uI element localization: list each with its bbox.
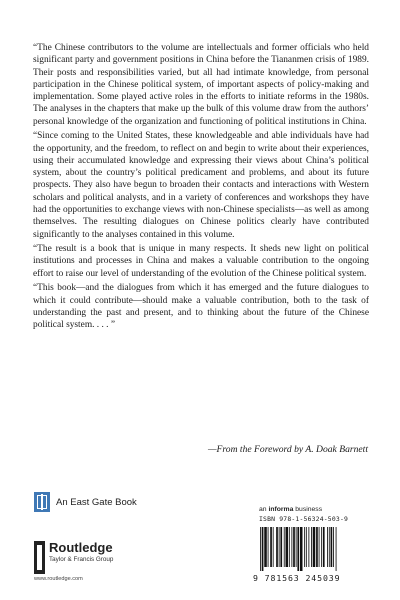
barcode-bar (321, 527, 322, 567)
blurb-paragraph: “The result is a book that is unique in many respects. It sheds new light on political institutions and processes in China and makes a valuable contribution to the ongoing effort to raise our level of understanding of the evolution of the Chinese political system. (33, 244, 369, 279)
publisher-group: Taylor & Francis Group (49, 556, 114, 563)
barcode-bar (306, 527, 307, 567)
east-gate-label: An East Gate Book (56, 496, 137, 508)
barcode-bar (308, 527, 309, 567)
barcode-bar (273, 527, 274, 567)
foreword-attribution: —From the Foreword by A. Doak Barnett (208, 444, 368, 455)
barcode-bar (304, 527, 305, 567)
east-gate-logo-icon (34, 492, 50, 512)
barcode-bar (319, 527, 320, 567)
barcode-bar (268, 527, 269, 567)
barcode-bar (286, 527, 289, 567)
barcode-bar (313, 527, 316, 567)
barcode-bar (329, 527, 330, 567)
barcode-bar (327, 527, 328, 567)
blurb-paragraph: “Since coming to the United States, these knowledgeable and able individuals have had the opportunity, and the freedom, to reflect on and begin to write about their experiences, using their accumulated knowledge and expressing their views about China’s political system, about the country’s political predicament and problems, and about its future prospects. They also have begun to broaden their contacts and interactions with Western scholars and political analysts, and in a variety of conferences and workshops they have had the opportunities to exchange views with non-Chinese specialists—as well as among themselves. The resulting dialogues on Chinese politics clearly have contributed significantly to the analyses contained in this volume. (33, 131, 369, 240)
barcode-bar (276, 527, 278, 567)
informa-tagline (259, 506, 322, 513)
barcode-bar (323, 527, 325, 567)
blurb-paragraph: “The Chinese contributors to the volume are intellectuals and former officials who held significant party and government positions in China before the Tiananmen crisis of 1989. Their posts and responsibilities varied, but all had intimate knowledge, from personal participation in the Chinese political system, of important aspects of policy-making and implementation. Some played active roles in the efforts to initiate reforms in the 1980s. The analyses in the chapters that make up the bulk of this volume draw from the authors’ personal knowledge of the organization and functioning of political institutions in China. (33, 43, 369, 127)
barcode-bar (333, 527, 334, 567)
barcode-bar (291, 527, 292, 567)
barcode-bar (270, 527, 272, 567)
barcode-bar (260, 527, 261, 571)
barcode-bar (316, 527, 318, 567)
publisher-url: www.routledge.com (34, 576, 83, 582)
blurb-paragraph: “This book—and the dialogues from which it has emerged and the future dialogues to which it could contribute—should make a valuable contribution, both to the task of understanding the past and present, and to thinking about the future of the Chinese political system. . . . ” (33, 283, 369, 331)
routledge-logo-icon (34, 541, 45, 574)
barcode-bar (279, 527, 280, 567)
isbn-text: ISBN 978-1-56324-503-9 (259, 515, 349, 523)
barcode-bar (331, 527, 333, 567)
informa-prefix: an (259, 506, 269, 513)
barcode-graphic (259, 527, 369, 571)
barcode-bar (311, 527, 312, 567)
blurb-text (33, 42, 369, 334)
barcode-bar (284, 527, 285, 567)
barcode-digits: 9 781563 245039 (253, 573, 341, 583)
informa-suffix: business (293, 506, 323, 513)
informa-name: informa (268, 506, 294, 513)
east-gate-imprint (34, 492, 137, 512)
barcode (259, 527, 369, 571)
barcode-bar (262, 527, 264, 571)
barcode-bar (297, 527, 299, 571)
barcode-bar (264, 527, 267, 567)
barcode-bar (300, 527, 303, 571)
barcode-bar (296, 527, 297, 567)
barcode-bar (280, 527, 282, 567)
barcode-bar (293, 527, 295, 567)
barcode-bar (336, 527, 337, 571)
barcode-bar (289, 527, 290, 567)
publisher-name: Routledge (49, 540, 113, 555)
